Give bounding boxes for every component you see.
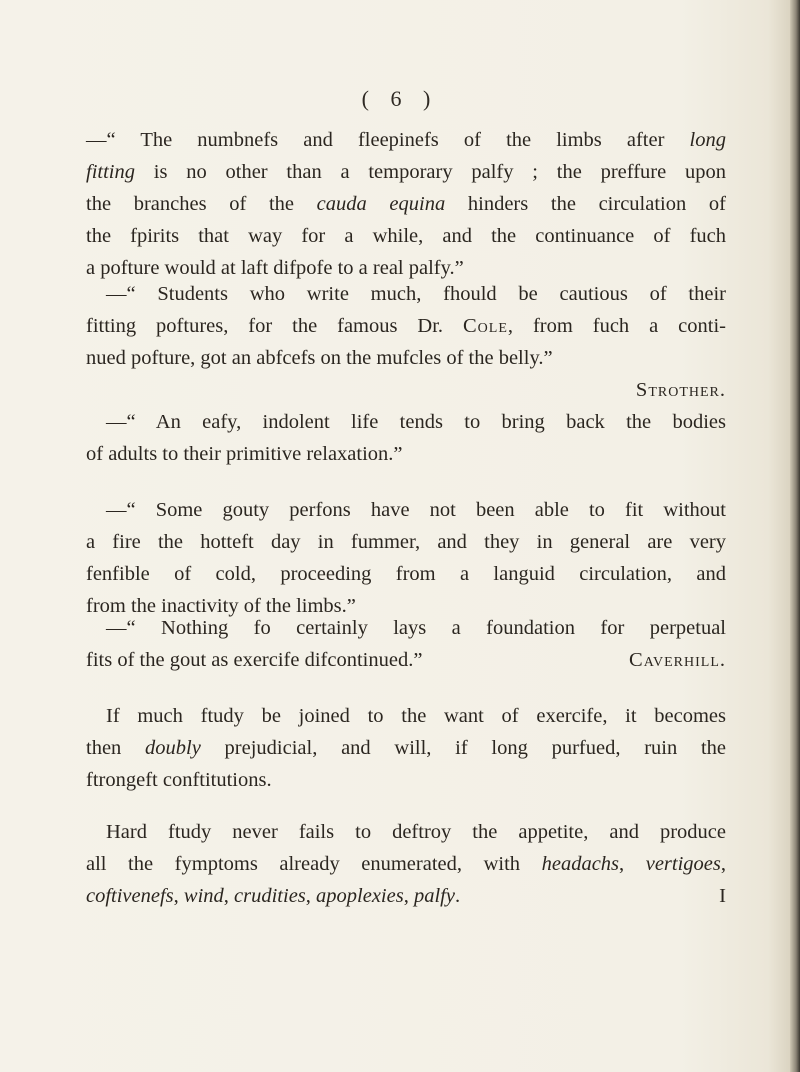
p2-line-3: nued pofture, got an abfcefs on the mufcles of the belly.” [86, 347, 553, 369]
italic-doubly: doubly [145, 737, 201, 759]
paragraph-7 [86, 816, 726, 912]
p1-line-5: a pofture would at laft difpofe to a real palfy.” [86, 257, 464, 279]
p1-line-3: the branches of the cauda equina hinders the circulation of [86, 193, 726, 215]
paragraph-3 [86, 406, 726, 470]
p4-line-4: from the inactivity of the limbs.” [86, 595, 356, 617]
p4-line-2: a fire the hotteft day in fummer, and they in general are very [86, 531, 726, 553]
p5-line-2: fits of the gout as exercife difcontinued.” Caverhill. [86, 644, 726, 676]
page-edge-shadow [790, 0, 800, 1072]
italic-crudities: crudities [234, 885, 306, 907]
paragraph-4 [86, 494, 726, 622]
p2-line-1: —“ Students who write much, fhould be cautious of their [106, 283, 726, 305]
p1-line-4: the fpirits that way for a while, and the continuance of fuch [86, 225, 726, 247]
p1-line-2: fitting is no other than a temporary palfy ; the preffure upon [86, 161, 726, 183]
italic-long: long [689, 129, 726, 151]
italic-fitting: fitting [86, 161, 135, 183]
p4-line-1: —“ Some gouty perfons have not been able to fit without [106, 499, 726, 521]
p7-line-3: coftivenefs, wind, crudities, apoplexies, palfy. I [86, 880, 726, 912]
italic-cauda-equina: cauda equina [316, 193, 446, 215]
p3-line-2: of adults to their primitive relaxation.” [86, 443, 403, 465]
p6-line-1: If much ftudy be joined to the want of exercife, it becomes [106, 705, 726, 727]
page-number: ( 6 ) [361, 86, 439, 111]
p3-line-1: —“ An eafy, indolent life tends to bring back the bodies [106, 411, 726, 433]
italic-wind: wind [183, 885, 224, 907]
paragraph-2 [86, 278, 726, 406]
p7-line-2: all the fymptoms already enumerated, with headachs, vertigoes, [86, 853, 727, 875]
p6-line-2: then doubly prejudicial, and will, if long purfued, ruin the [86, 737, 726, 759]
name-cole: Cole [463, 315, 508, 337]
p2-line-2: fitting poftures, for the famous Dr. Cole, from fuch a conti- [86, 315, 726, 337]
italic-coftivenefs: coftivenefs [86, 885, 174, 907]
attribution-caverhill: Caverhill. [629, 649, 726, 671]
p4-line-3: fenfible of cold, proceeding from a languid circulation, and [86, 563, 726, 585]
p1-line-1: —“ The numbnefs and fleepinefs of the limbs after long [86, 129, 726, 151]
italic-vertigoes: vertigoes [645, 853, 721, 875]
paragraph-6 [86, 700, 726, 796]
attribution-strother: Strother. [635, 379, 726, 401]
italic-palfy: palfy [413, 885, 455, 907]
p5-line-1: —“ Nothing fo certainly lays a foundation for perpetual [106, 617, 726, 639]
paragraph-5 [86, 612, 726, 676]
paragraph-1 [86, 124, 726, 284]
italic-apoplexies: apoplexies [316, 885, 404, 907]
p7-line-1: Hard ftudy never fails to deftroy the appetite, and produce [106, 821, 726, 843]
signature-mark: I [719, 885, 726, 907]
p6-line-3: ftrongeft conftitutions. [86, 769, 272, 791]
italic-headachs: headachs [541, 853, 620, 875]
